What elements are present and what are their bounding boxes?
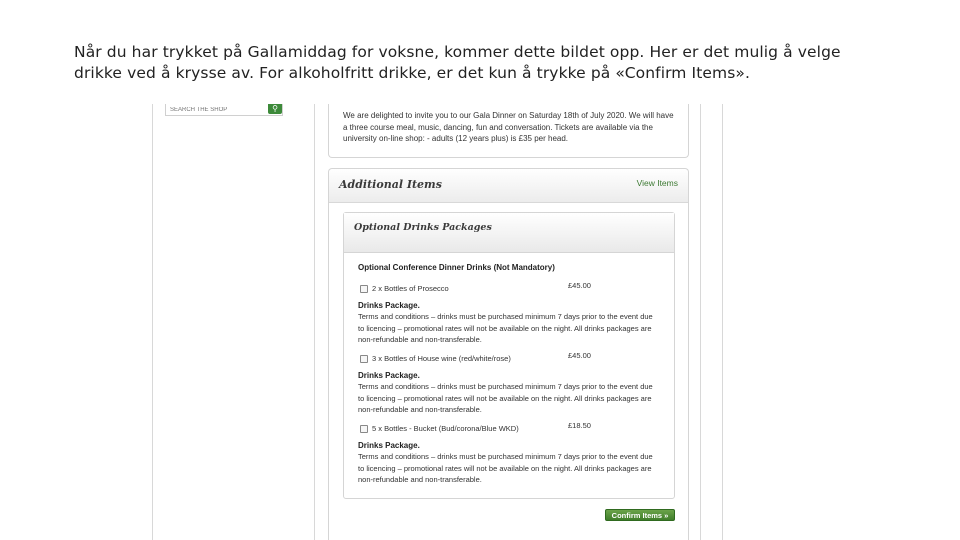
drink-option-label: 2 x Bottles of Prosecco bbox=[372, 284, 449, 293]
shop-screenshot bbox=[150, 104, 726, 540]
caption-line-2: drikke ved å krysse av. For alkoholfritt drikke, er det kun å trykke på «Confirm Items». bbox=[74, 64, 750, 82]
page-border-left bbox=[152, 104, 153, 540]
package-title: Drinks Package. bbox=[358, 301, 420, 310]
additional-items-title: Additional Items bbox=[339, 178, 442, 191]
drinks-packages-header bbox=[344, 213, 674, 253]
caption-line-1: Når du har trykket på Gallamiddag for voksne, kommer dette bildet opp. Her er det mulig å velge bbox=[74, 43, 841, 61]
drink-checkbox-prosecco[interactable] bbox=[360, 285, 368, 293]
search-button[interactable] bbox=[268, 104, 282, 114]
drink-checkbox-bucket[interactable] bbox=[360, 425, 368, 433]
additional-items-panel bbox=[328, 168, 689, 540]
confirm-items-button[interactable]: Confirm Items » bbox=[605, 509, 675, 521]
column-divider bbox=[314, 104, 315, 540]
drink-option bbox=[358, 283, 658, 346]
drinks-packages-title: Optional Drinks Packages bbox=[354, 222, 492, 233]
package-terms: Terms and conditions – drinks must be purchased minimum 7 days prior to the event due to licencing – promotional rates will not be available on the night. All drinks packages are non-refundable and non-transferable. bbox=[358, 312, 653, 344]
drink-option bbox=[358, 423, 658, 486]
drink-option-label: 5 x Bottles - Bucket (Bud/corona/Blue WKD) bbox=[372, 424, 519, 433]
drink-option-price: £18.50 bbox=[568, 421, 591, 430]
page-border-right bbox=[722, 104, 723, 540]
search-icon: ⚲ bbox=[272, 104, 278, 113]
drink-option-label: 3 x Bottles of House wine (red/white/rose) bbox=[372, 354, 511, 363]
additional-items-header bbox=[329, 169, 688, 203]
package-terms: Terms and conditions – drinks must be purchased minimum 7 days prior to the event due to licencing – promotional rates will not be available on the night. All drinks packages are non-refundable and non-transferable. bbox=[358, 452, 653, 484]
package-title: Drinks Package. bbox=[358, 441, 420, 450]
view-items-link[interactable]: View Items bbox=[636, 178, 678, 188]
invite-text: We are delighted to invite you to our Gala Dinner on Saturday 18th of July 2020. We will have a three course meal, music, dancing, fun and conversation. Tickets are available via the university on-line shop: - adults (12 years plus) is £35 per head. bbox=[343, 111, 674, 143]
shop-search-input[interactable] bbox=[165, 104, 283, 116]
instruction-caption bbox=[74, 42, 914, 84]
column-divider-right bbox=[700, 104, 701, 540]
drink-option bbox=[358, 353, 658, 416]
drink-option-price: £45.00 bbox=[568, 281, 591, 290]
drink-option-price: £45.00 bbox=[568, 351, 591, 360]
drinks-section-title: Optional Conference Dinner Drinks (Not Mandatory) bbox=[358, 263, 555, 272]
invite-panel bbox=[328, 104, 689, 158]
drinks-packages-panel bbox=[343, 212, 675, 499]
drink-checkbox-house-wine[interactable] bbox=[360, 355, 368, 363]
package-terms: Terms and conditions – drinks must be purchased minimum 7 days prior to the event due to licencing – promotional rates will not be available on the night. All drinks packages are non-refundable and non-transferable. bbox=[358, 382, 653, 414]
package-title: Drinks Package. bbox=[358, 371, 420, 380]
